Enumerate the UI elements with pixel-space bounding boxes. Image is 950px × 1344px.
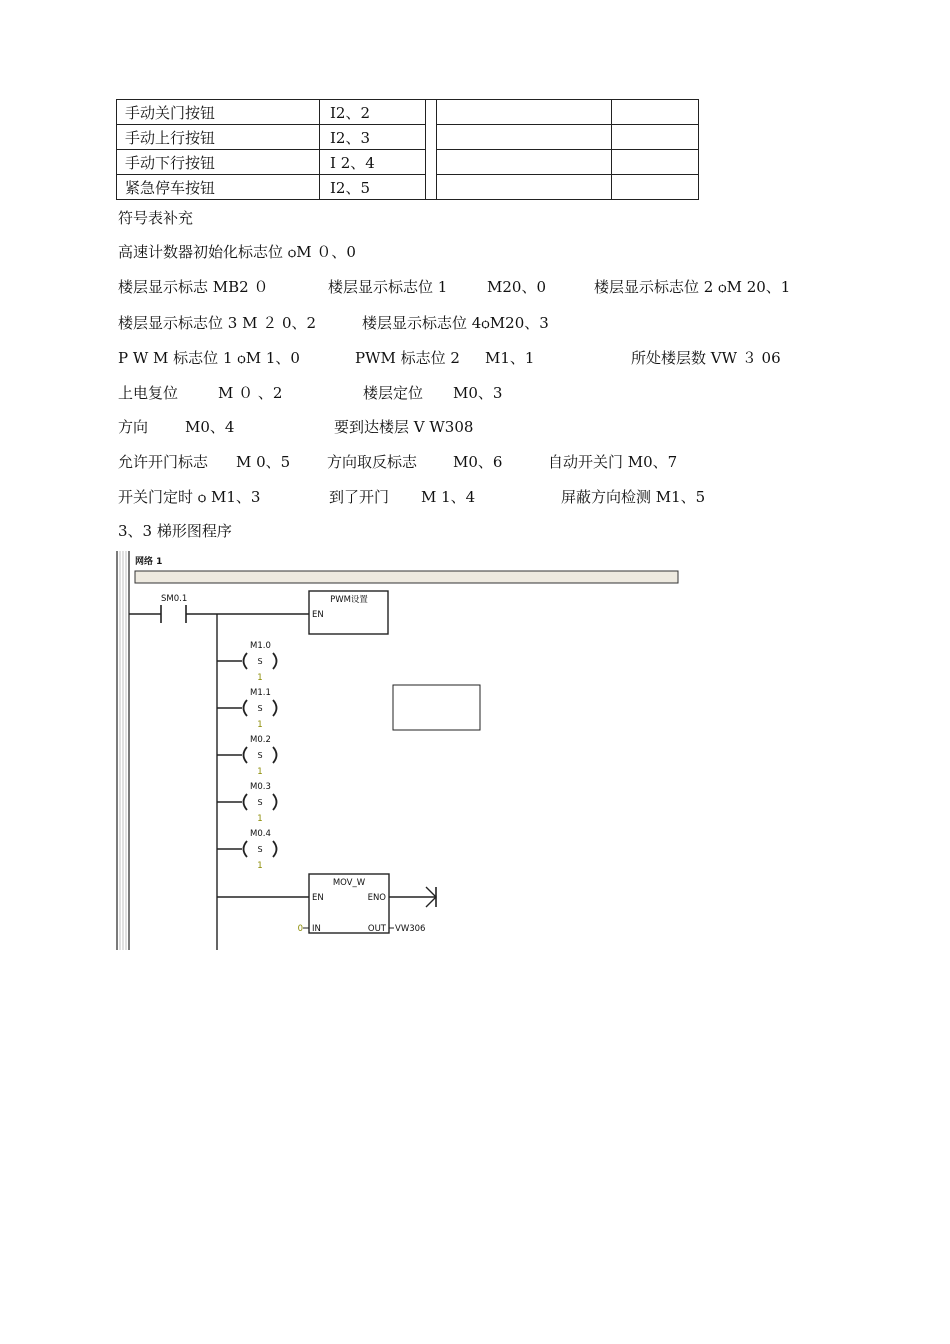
empty-box (393, 685, 480, 730)
power-reset-addr: M ０ 、2 (218, 384, 283, 402)
io-name-cell: 手动下行按钮 (117, 150, 320, 175)
coil-type: S (257, 798, 263, 807)
coil-address: M0.2 (250, 735, 271, 745)
coil-count: 1 (257, 767, 263, 777)
set-coil[interactable] (217, 782, 277, 824)
coil-address: M0.3 (250, 782, 271, 792)
mov-box-out: OUT (367, 924, 386, 934)
symbol-table-title: 符号表补充 (118, 209, 194, 227)
hsc-init-flag-line: 高速计数器初始化标志位 ѻM ０、0 (118, 243, 356, 261)
contact-sm0-1[interactable] (161, 594, 187, 623)
pwm-setup-box[interactable] (309, 591, 388, 634)
coil-address: M1.1 (250, 688, 271, 698)
direction-addr: M0、4 (185, 418, 235, 436)
auto-door: 自动开关门 M0、7 (548, 453, 678, 471)
target-floor: 要到达楼层 V W308 (334, 418, 474, 436)
coil-count: 1 (257, 814, 263, 824)
floor-display-bit2: 楼层显示标志位 2 ѻM 20、1 (594, 278, 791, 296)
direction-invert-label: 方向取反标志 (327, 453, 418, 471)
floor-display-bit1-label: 楼层显示标志位 1 (328, 278, 448, 296)
mov-box-title: MOV_W (332, 878, 366, 888)
coil-address: M0.4 (250, 829, 271, 839)
pwm-box-en: EN (312, 610, 324, 620)
io-name-cell: 手动上行按钮 (117, 125, 320, 150)
floor-position-addr: M0、3 (453, 384, 503, 402)
allow-open-addr: M 0、5 (236, 453, 291, 471)
mov-box-in: IN (312, 924, 321, 934)
set-coil[interactable] (217, 641, 277, 683)
arrived-open-addr: M 1、4 (421, 488, 476, 506)
direction-invert-addr: M0、6 (453, 453, 503, 471)
current-floor-count: 所处楼层数 VW ３ 06 (631, 349, 781, 367)
power-reset-label: 上电复位 (118, 384, 179, 402)
mov-box-eno: ENO (367, 893, 386, 903)
floor-display-bit1-addr: M20、0 (487, 278, 546, 296)
io-addr-cell: I2、5 (320, 175, 426, 200)
direction-label: 方向 (118, 418, 149, 436)
network-title: 网络 1 (135, 557, 163, 567)
allow-open-label: 允许开门标志 (118, 453, 209, 471)
contact-label: SM0.1 (161, 594, 188, 604)
coil-type: S (257, 751, 263, 760)
pwm-flag2-addr: M1、1 (485, 349, 535, 367)
io-addr-cell: I2、3 (320, 125, 426, 150)
coil-count: 1 (257, 861, 263, 871)
floor-display-bit3: 楼层显示标志位 3 M ２ 0、2 (118, 314, 317, 332)
pwm-box-title: PWM设置 (330, 595, 368, 605)
arrived-open-label: 到了开门 (329, 488, 390, 506)
floor-display-bit4: 楼层显示标志位 4ѻM20、3 (362, 314, 549, 332)
coil-count: 1 (257, 673, 263, 683)
door-timer: 开关门定时 ѻ M1、3 (118, 488, 261, 506)
network-comment-bar[interactable] (135, 571, 678, 583)
coil-type: S (257, 657, 263, 666)
mask-direction-check: 屏蔽方向检测 M1、5 (561, 488, 706, 506)
mov-w-box[interactable] (309, 874, 389, 934)
set-coil[interactable] (217, 829, 277, 871)
io-addr-cell: I 2、4 (320, 150, 426, 175)
io-name-cell: 手动关门按钮 (117, 100, 320, 125)
pwm-flag1: P W M 标志位 1 ѻM 1、0 (118, 349, 300, 367)
coil-count: 1 (257, 720, 263, 730)
coil-type: S (257, 845, 263, 854)
io-addr-cell: I2、2 (320, 100, 426, 125)
io-name-cell: 紧急停车按钮 (117, 175, 320, 200)
pwm-flag2-label: PWM 标志位 2 (355, 349, 460, 367)
coil-address: M1.0 (250, 641, 271, 651)
ladder-heading: 3、3 梯形图程序 (118, 522, 232, 540)
coil-type: S (257, 704, 263, 713)
set-coil[interactable] (217, 688, 277, 730)
mov-in-value: 0 (297, 924, 303, 934)
mov-box-en: EN (312, 893, 324, 903)
floor-display-flag: 楼层显示标志 MB2 ０ (118, 278, 269, 296)
mov-out-value: VW306 (395, 924, 426, 934)
set-coil[interactable] (217, 735, 277, 777)
floor-position-label: 楼层定位 (363, 384, 424, 402)
